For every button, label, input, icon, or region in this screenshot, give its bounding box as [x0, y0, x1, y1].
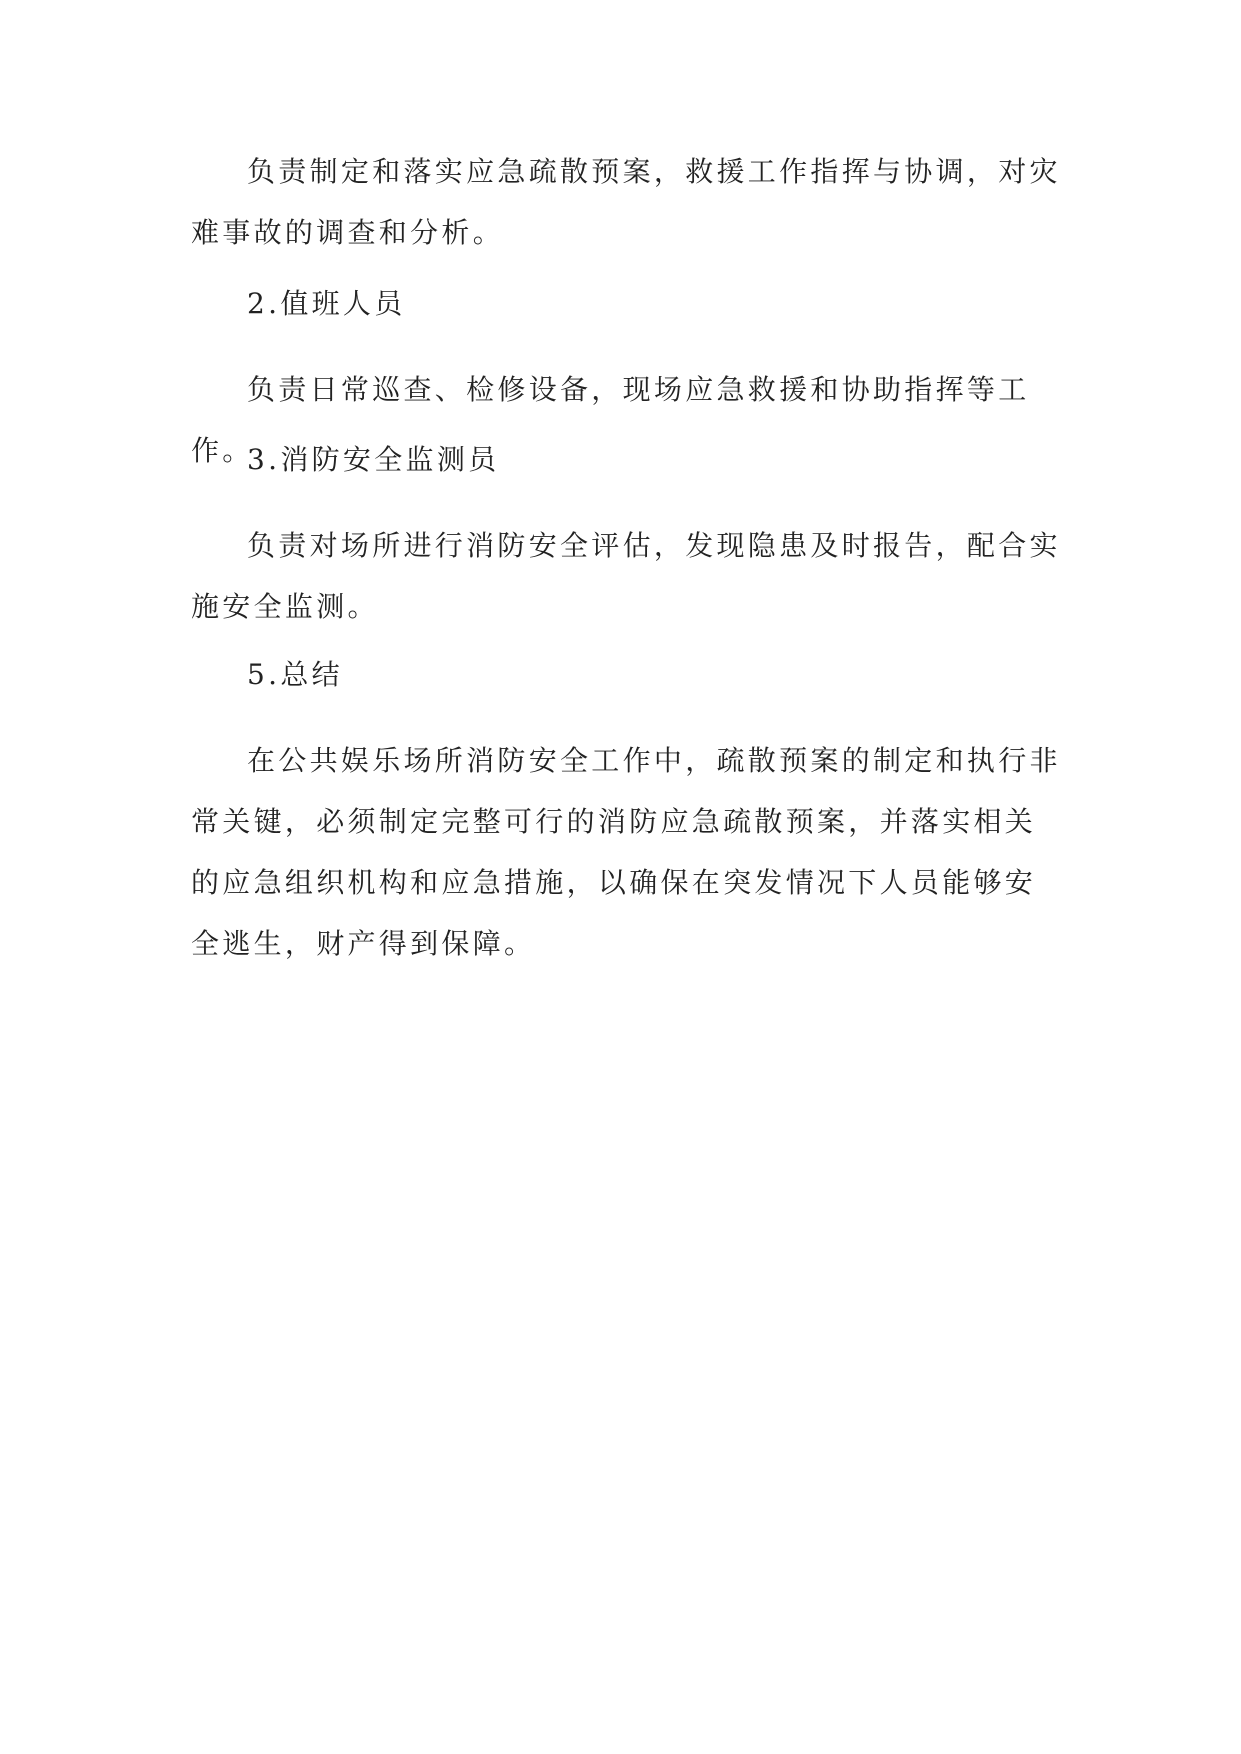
heading-summary: 5.总结	[247, 658, 343, 691]
heading-fire-safety-monitor: 3.消防安全监测员	[247, 443, 500, 476]
paragraph-duty-staff: 负责日常巡查、检修设备，现场应急救援和协助指挥等工作。	[191, 373, 1030, 467]
paragraph-fire-safety-monitor: 负责对场所进行消防安全评估，发现隐患及时报告，配合实施安全监测。	[191, 529, 1061, 623]
heading-duty-staff: 2.值班人员	[247, 287, 406, 320]
paragraph-summary: 在公共娱乐场所消防安全工作中，疏散预案的制定和执行非常关键，必须制定完整可行的消防应急疏散预案，并落实相关的应急组织机构和应急措施，以确保在突发情况下人员能够安全逃生，财产得到保障。	[191, 744, 1061, 960]
paragraph-leadership-duties: 负责制定和落实应急疏散预案，救援工作指挥与协调，对灾难事故的调查和分析。	[191, 155, 1061, 249]
